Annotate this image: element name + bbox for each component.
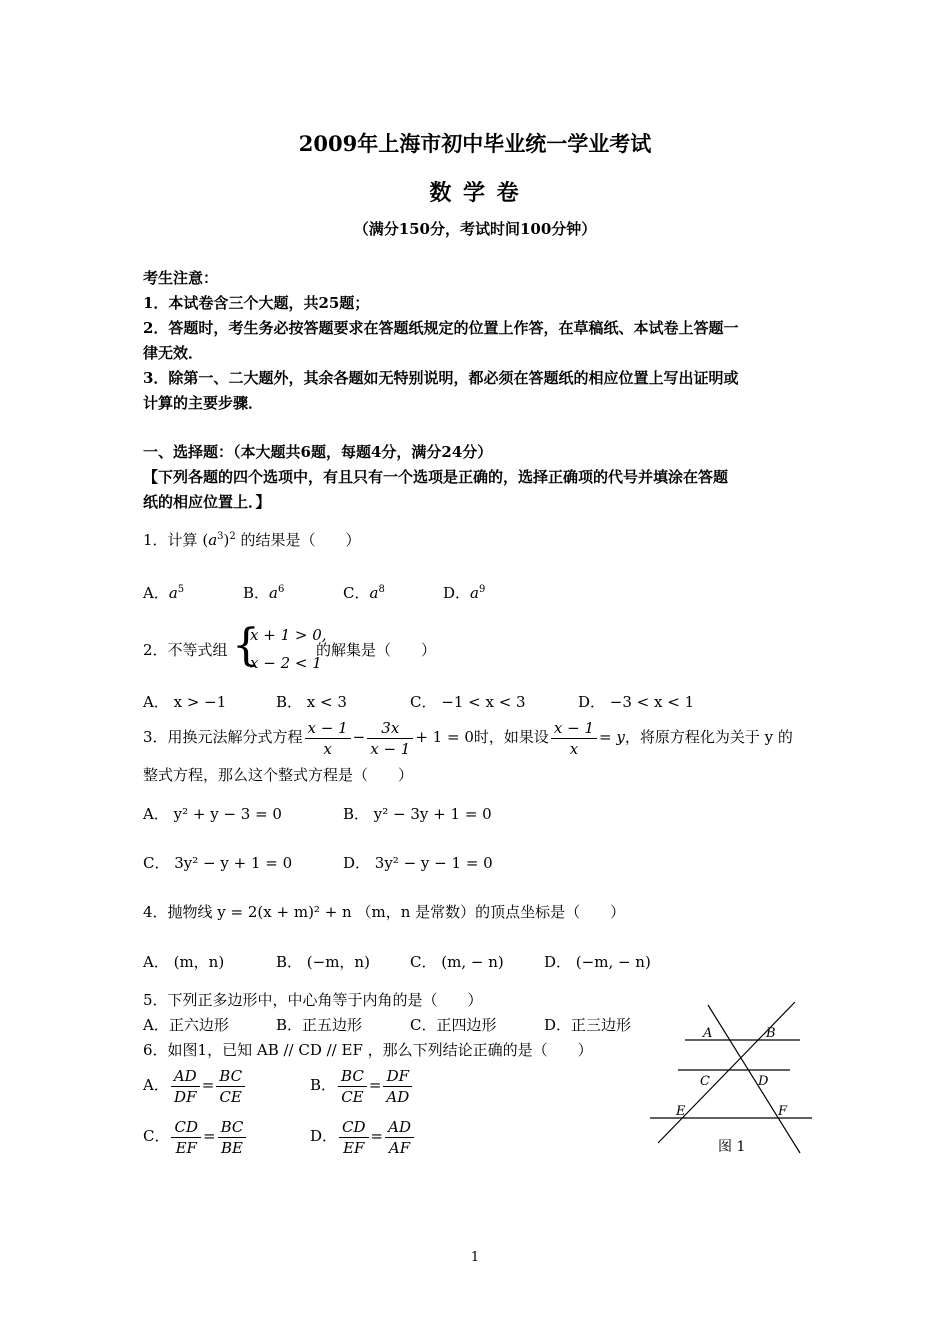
q5-option-a: A．正六边形 — [143, 1016, 229, 1034]
transversal-2 — [708, 1005, 800, 1153]
q3-fraction-2: $\frac{3x}{x - 1}$ — [367, 718, 413, 759]
label-a: A — [703, 1026, 713, 1041]
q5-option-c: C．正四边形 — [410, 1016, 497, 1034]
q6-option-c: C． $\frac{CD}{EF}$ = $\frac{BC}{BE}$ — [143, 1113, 248, 1159]
q1-option-c: C．$a^8$ — [343, 584, 385, 602]
q3-option-c: C． 3y² − y + 1 = 0 — [143, 854, 293, 872]
q3-fraction-3: $\frac{x - 1}{x}$ — [551, 718, 597, 759]
notice-item-2b: 律无效． — [143, 344, 204, 362]
q2-option-b: B． x < 3 — [276, 693, 347, 711]
q2-inequality-2: x − 2 < 1 — [250, 654, 322, 672]
exam-info: （满分150分，考试时间100分钟） — [353, 220, 597, 238]
q1-option-d: D．$a^9$ — [443, 584, 486, 602]
q3-mid: 时，如果设 — [473, 728, 549, 746]
notice-heading: 考生注意： — [143, 269, 219, 287]
question-3: 3．用换元法解分式方程 $\frac{x - 1}{x}$ − $\frac{3x}{x - 1}$ + 1 = 0时，如果设 $\frac{x - 1}{x}$ = y，将原方程化为关于 y 的 — [143, 718, 793, 758]
q1-prefix: 1．计算 — [143, 531, 198, 549]
q5-option-d: D．正三边形 — [544, 1016, 632, 1034]
transversal-1 — [658, 1002, 795, 1143]
q1-expression: $(a^3)^2$ — [202, 531, 236, 549]
section-instruction-b: 纸的相应位置上．】 — [143, 493, 271, 511]
notice-item-3a: 3．除第一、二大题外，其余各题如无特别说明，都必须在答题纸的相应位置上写出证明或 — [143, 369, 739, 387]
q2-option-d: D． −3 < x < 1 — [578, 693, 695, 711]
q4-option-d: D． (−m, − n) — [544, 953, 651, 971]
q6-option-d: D． $\frac{CD}{EF}$ = $\frac{AD}{AF}$ — [310, 1113, 416, 1159]
q3-line-2: 整式方程，那么这个整式方程是（ ） — [143, 766, 414, 784]
notice-item-2a: 2．答题时，考生务必按答题要求在答题纸规定的位置上作答，在草稿纸、本试卷上答题一 — [143, 319, 739, 337]
figure-caption: 图 1 — [718, 1139, 746, 1155]
q2-option-c: C． −1 < x < 3 — [410, 693, 526, 711]
q2-brace: { — [232, 620, 260, 671]
page-number: 1 — [470, 1250, 480, 1265]
section-instruction-a: 【下列各题的四个选项中，有且只有一个选项是正确的，选择正确项的代号并填涂在答题 — [143, 468, 729, 486]
q6-option-a: A． $\frac{AD}{DF}$ = $\frac{BC}{CE}$ — [143, 1062, 247, 1108]
q4-option-b: B． (−m，n) — [276, 953, 370, 971]
label-b: B — [766, 1026, 776, 1041]
label-e: E — [676, 1104, 686, 1119]
question-6: 6．如图1，已知 AB // CD // EF ，那么下列结论正确的是（ ） — [143, 1041, 593, 1059]
q4-option-a: A． (m，n) — [143, 953, 225, 971]
q3-option-a: A． y² + y − 3 = 0 — [143, 805, 282, 823]
exam-subtitle: 数 学 卷 — [429, 180, 521, 206]
section-heading: 一、选择题：（本大题共6题，每题4分，满分24分） — [143, 443, 493, 461]
q3-prefix: 3．用换元法解分式方程 — [143, 728, 303, 746]
q4-option-c: C． (m, − n) — [410, 953, 504, 971]
exam-title: 2009年上海市初中毕业统一学业考试 — [298, 131, 652, 156]
question-1 — [143, 527, 361, 550]
notice-item-3b: 计算的主要步骤． — [143, 394, 264, 412]
figure-1 — [640, 995, 820, 1165]
q3-option-d: D． 3y² − y − 1 = 0 — [343, 854, 493, 872]
q3-option-b: B． y² − 3y + 1 = 0 — [343, 805, 492, 823]
q5-option-b: B．正五边形 — [276, 1016, 363, 1034]
label-f: F — [778, 1104, 788, 1119]
q3-suffix: ，将原方程化为关于 y 的 — [624, 728, 793, 746]
q2-inequality-1: x + 1 > 0, — [250, 626, 327, 644]
notice-item-1: 1．本试卷含三个大题，共25题； — [143, 294, 370, 312]
label-c: C — [700, 1074, 710, 1089]
q1-option-b: B．$a^6$ — [243, 584, 285, 602]
question-4: 4．抛物线 y = 2(x + m)² + n （m，n 是常数）的顶点坐标是（ ） — [143, 903, 626, 921]
q2-suffix: 的解集是（ ） — [316, 641, 437, 659]
q2-option-a: A． x > −1 — [143, 693, 227, 711]
label-d: D — [758, 1074, 769, 1089]
question-5: 5．下列正多边形中，中心角等于内角的是（ ） — [143, 991, 483, 1009]
q2-prefix: 2．不等式组 — [143, 641, 228, 659]
q3-fraction-1: $\frac{x - 1}{x}$ — [305, 718, 351, 759]
q1-option-a: A．$a^5$ — [143, 584, 185, 602]
q6-option-b: B． $\frac{BC}{CE}$ = $\frac{DF}{AD}$ — [310, 1062, 414, 1108]
q1-suffix: 的结果是（ ） — [240, 531, 361, 549]
